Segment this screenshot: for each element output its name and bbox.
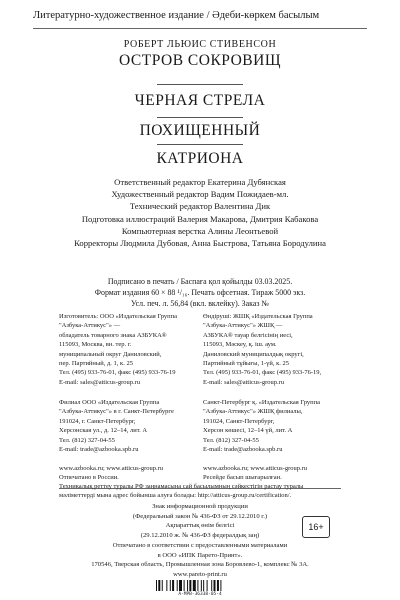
info-line: "Азбука-Аттикус"» ЖШҚ филиалы, xyxy=(203,408,303,416)
print-line: Усл. печ. л. 56,84 (вкл. вклейку). Заказ № xyxy=(131,299,269,308)
credits-block xyxy=(0,176,400,249)
info-line: E-mail: sales@atticus-group.ru xyxy=(59,378,141,386)
isbn-number: A-MPB-36338-05-4 xyxy=(178,592,222,597)
title-separator xyxy=(157,117,243,118)
info-line: Отпечатано в соответствии с предоставленными материалами xyxy=(112,542,288,549)
info-line: Ақпараттық өнім белгісі xyxy=(165,522,235,529)
info-line: Херсон көшесі, 12–14 үй, лит. А xyxy=(203,427,293,435)
info-line: "Азбука-Аттикус"» ЖШҚ — xyxy=(203,322,283,330)
info-line: 191024, Санкт-Петербург, xyxy=(203,417,275,425)
info-line: Даниловский муниципалдық округі, xyxy=(203,350,304,358)
manufacturer-ru xyxy=(59,312,177,387)
title-2: ЧЕРНАЯ СТРЕЛА xyxy=(134,92,266,109)
manufacturer-kz xyxy=(203,312,321,387)
credit-line: Ответственный редактор Екатерина Дубянская xyxy=(114,177,286,187)
branch-kz xyxy=(203,398,320,454)
info-line: 115093, Москва, вн. тер. г. xyxy=(59,341,132,349)
info-line: в ООО «ИПК Парето-Принт». xyxy=(157,551,243,559)
info-product-sign xyxy=(0,502,400,540)
credit-line: Компьютерная верстка Алины Леонтьевой xyxy=(121,225,279,236)
info-line: 170546, Тверская область, Промышленная зона Боровлево-1, комплекс № 3А. xyxy=(91,561,309,568)
web-kz xyxy=(203,464,307,483)
title-1: ОСТРОВ СОКРОВИЩ xyxy=(119,52,281,69)
info-line: "Азбука-Аттикус"» — xyxy=(59,322,121,330)
info-line: Изготовитель: ООО «Издательская Группа xyxy=(59,313,177,320)
info-line: муниципальный округ Даниловский, xyxy=(59,350,162,358)
info-line: Знак информационной продукции xyxy=(152,503,248,510)
credit-line: Художественный редактор Вадим Пожидаев-мл. xyxy=(111,189,289,200)
divider-top xyxy=(33,28,367,29)
technical-regulation-note xyxy=(59,482,303,501)
age-rating-badge: 16+ xyxy=(302,516,330,538)
print-line: Формат издания 60 × 88 ¹/₁₆. Печать офсетная. Тираж 5000 экз. xyxy=(94,288,306,297)
info-line: (29.12.2010 ж. № 436-ФЗ федералдық заң) xyxy=(140,531,260,539)
info-line: (Федеральный закон № 436-ФЗ от 29.12.2010 г.) xyxy=(132,512,268,520)
info-line: мәліметтерді мына адрес бойынша алуға болады: http://atticus-group.ru/certification/. xyxy=(59,492,292,500)
edition-type: Литературно-художественное издание / Әдеби-көркем басылым xyxy=(33,10,320,21)
info-line: Отпечатано в России. xyxy=(59,474,119,482)
info-line: АЗБУКА® тауар белгісінің иесі, xyxy=(203,331,293,339)
print-line: Подписано в печать / Баспаға қол қойылды 03.03.2025. xyxy=(107,277,293,286)
info-line: Партийный тұйығы, 1-үй, к. 25 xyxy=(203,360,290,368)
info-line: www.azbooka.ru; www.atticus-group.ru xyxy=(203,465,308,472)
info-line: Санкт-Петербург қ. «Издательская Группа xyxy=(203,399,320,406)
info-line: Тел. (495) 933-76-01, факс (495) 933-76-19 xyxy=(59,369,176,377)
printer-info xyxy=(0,541,400,579)
info-line: Херсонская ул., д. 12–14, лит. А xyxy=(59,427,148,435)
info-line: Техникалық реттеу туралы РФ заңнамасына сай басылымның сәйкестігін растау туралы xyxy=(59,483,304,490)
info-line: "Азбука-Аттикус"» в г. Санкт-Петербурге xyxy=(59,408,174,416)
title-3: ПОХИЩЕННЫЙ xyxy=(139,122,261,139)
info-line: Ресейде басып шығарылған. xyxy=(203,474,282,482)
credit-line: Подготовка иллюстраций Валерия Макарова, Дмитрия Кабакова xyxy=(81,213,319,224)
branch-ru xyxy=(59,398,174,454)
info-line: www.pareto-print.ru xyxy=(173,570,227,578)
info-line: E-mail: sales@atticus-group.ru xyxy=(203,378,285,386)
info-line: обладатель товарного знака АЗБУКА® xyxy=(59,331,167,339)
info-line: E-mail: trade@azbooka.spb.ru xyxy=(203,446,283,454)
info-line: Тел. (812) 327-04-55 xyxy=(59,436,115,444)
info-line: Тел. (495) 933-76-01, факс (495) 933-76-19, xyxy=(203,369,322,377)
credit-line: Технический редактор Валентина Дик xyxy=(129,201,271,212)
info-line: Тел. (812) 327-04-55 xyxy=(203,436,259,444)
info-line: 115093, Мәскеу, қ. іш. аум. xyxy=(203,341,277,349)
credit-line: Корректоры Людмила Дубовая, Анна Быстрова, Татьяна Бородулина xyxy=(74,238,326,249)
info-line: www.azbooka.ru; www.atticus-group.ru xyxy=(59,465,164,472)
author-name: РОБЕРТ ЛЬЮИС СТИВЕНСОН xyxy=(123,39,277,50)
info-line: Өндіруші: ЖШҚ «Издательская Группа xyxy=(203,313,313,320)
info-line: пер. Партийный, д. 1, к. 25 xyxy=(59,360,133,368)
info-line: Филиал ООО «Издательская Группа xyxy=(59,399,160,406)
title-separator xyxy=(157,84,243,85)
web-ru xyxy=(59,464,163,483)
print-info xyxy=(0,276,400,309)
barcode-icon xyxy=(156,580,244,591)
info-line: 191024, г. Санкт-Петербург, xyxy=(59,417,136,425)
title-separator xyxy=(157,144,243,145)
info-line: E-mail: trade@azbooka.spb.ru xyxy=(59,446,139,454)
title-4: КАТРИОНА xyxy=(156,150,244,167)
